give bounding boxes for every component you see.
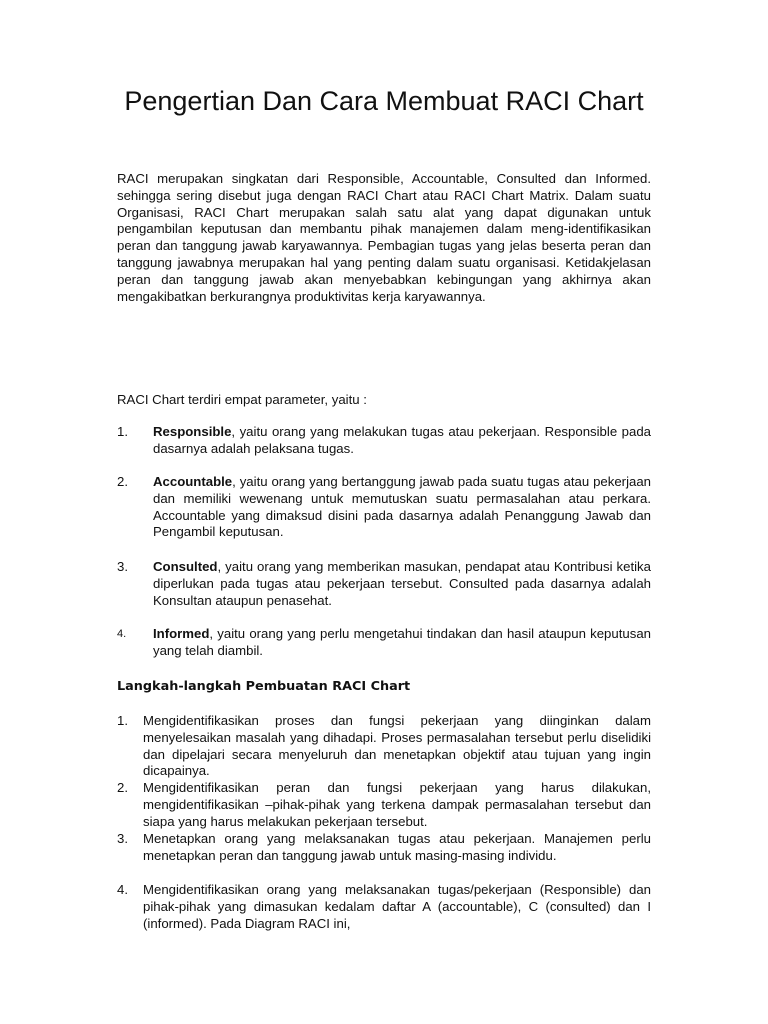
list-text [153, 474, 651, 541]
list-text: Mengidentifikasikan proses dan fungsi pekerjaan yang diinginkan dalam menyelesaikan masalah yang dihadapi. Proses permasalahan tersebut perlu diselidiki dan dipelajari secara menyeluruh dan menetapkan objektif atau tujuan yang ingin dicapainya. [143, 713, 651, 779]
definition: , yaitu orang yang melakukan tugas atau pekerjaan. Responsible pada dasarnya adalah pelaksana tugas. [153, 424, 651, 456]
term: Consulted [153, 559, 218, 574]
list-text [153, 626, 651, 660]
list-number: 4. [117, 882, 128, 897]
list-text: Mengidentifikasikan orang yang melaksanakan tugas/pekerjaan (Responsible) dan pihak-pihak yang dimasukan kedalam daftar A (accountable), C (consulted) dan I (informed). Pada Diagram RACI ini, [143, 882, 651, 931]
term: Responsible [153, 424, 232, 439]
list-number: 2. [117, 474, 128, 489]
parameters-intro: RACI Chart terdiri empat parameter, yaitu : [117, 392, 367, 407]
list-text: Mengidentifikasikan peran dan fungsi pekerjaan yang harus dilakukan, mengidentifikasikan –pihak-pihak yang terkena dampak permasalahan tersebut dan siapa yang harus melakukan pekerjaan tersebut. [143, 780, 651, 829]
term: Accountable [153, 474, 233, 489]
list-number: 2. [117, 780, 128, 795]
list-number: 3. [117, 559, 128, 574]
list-number: 4. [117, 628, 127, 640]
definition: , yaitu orang yang perlu mengetahui tindakan dan hasil ataupun keputusan yang telah diambil. [153, 626, 651, 658]
list-number: 1. [117, 713, 128, 728]
list-text [153, 424, 651, 458]
intro-paragraph: RACI merupakan singkatan dari Responsible, Accountable, Consulted dan Informed. sehingga sering disebut juga dengan RACI Chart atau RACI Chart Matrix. Dalam suatu Organisasi, RACI Chart merupakan salah satu alat yang dapat digunakan untuk pengambilan keputusan dan membantu pihak manajemen dalam meng-identifikasikan peran dan tanggung jawab karyawannya. Pembagian tugas yang jelas beserta peran dan tanggung jawabnya merupakan hal yang penting dalam suatu organisasi. Ketidakjelasan peran dan tanggung jawab akan menyebabkan kebingungan yang akhirnya akan mengakibatkan berkurangnya produktivitas kerja karyawannya. [117, 171, 651, 304]
list-number: 1. [117, 424, 128, 439]
list-text: Menetapkan orang yang melaksanakan tugas atau pekerjaan. Manajemen perlu menetapkan peran dan tanggung jawab untuk masing-masing individu. [143, 831, 651, 863]
list-number: 3. [117, 831, 128, 846]
steps-heading: Langkah-langkah Pembuatan RACI Chart [117, 679, 411, 694]
definition: , yaitu orang yang bertanggung jawab pada suatu tugas atau pekerjaan dan memiliki wewenang untuk memutuskan suatu permasalahan atau perkara. Accountable yang dimaksud disini pada dasarnya adalah Penanggung Jawab dan Pengambil keputusan. [153, 474, 651, 540]
page-title: Pengertian Dan Cara Membuat RACI Chart [124, 86, 644, 116]
term: Informed [153, 626, 210, 641]
list-text [153, 559, 651, 609]
definition: , yaitu orang yang memberikan masukan, pendapat atau Kontribusi ketika diperlukan pada tugas atau pekerjaan tersebut. Consulted pada dasarnya adalah Konsultan ataupun penasehat. [153, 559, 651, 608]
